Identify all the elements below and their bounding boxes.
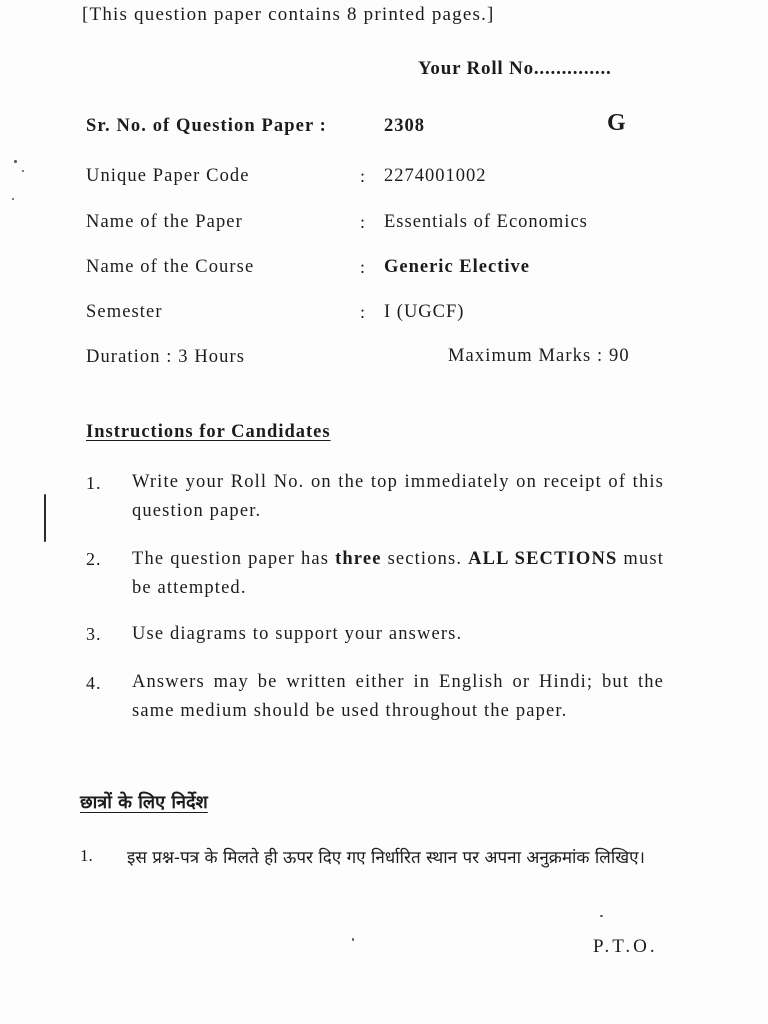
- instruction-text-part: sections.: [381, 549, 469, 569]
- semester-colon: :: [360, 302, 366, 322]
- semester-label: Semester: [86, 302, 163, 322]
- hindi-instructions-heading: छात्रों के लिए निर्देश: [80, 792, 208, 813]
- sr-no-value: 2308: [384, 116, 425, 136]
- course-name-label: Name of the Course: [86, 257, 255, 277]
- hindi-instruction-text: इस प्रश्न-पत्र के मिलते ही ऊपर दिए गए निर्धारित स्थान पर अपना अनुक्रमांक लिखिए।: [127, 848, 645, 868]
- please-turn-over: P.T.O.: [593, 936, 658, 957]
- instruction-number: 2.: [86, 549, 102, 569]
- scan-speck: [600, 915, 603, 917]
- semester-value: I (UGCF): [384, 302, 465, 322]
- scan-speck: [14, 160, 17, 163]
- instruction-number: 4.: [86, 673, 102, 693]
- instruction-emphasis: ALL SECTIONS: [468, 549, 618, 569]
- course-name-colon: :: [360, 257, 366, 277]
- paper-code-colon: :: [360, 166, 366, 186]
- page-count-note: [This question paper contains 8 printed pages.]: [82, 4, 495, 25]
- maximum-marks: Maximum Marks : 90: [448, 346, 630, 366]
- paper-name-value: Essentials of Economics: [384, 212, 588, 232]
- instruction-text-part: The question paper has: [132, 549, 336, 569]
- instruction-number: 1.: [86, 473, 102, 493]
- instruction-emphasis: three: [335, 549, 382, 569]
- paper-name-colon: :: [360, 212, 366, 232]
- instruction-text-part: must be attempted.: [132, 549, 664, 598]
- scan-speck: [22, 170, 24, 172]
- paper-name-label: Name of the Paper: [86, 212, 243, 232]
- paper-code-label: Unique Paper Code: [86, 166, 250, 186]
- instruction-text: Write your Roll No. on the top immediately on receipt of this question paper.: [132, 472, 664, 521]
- hindi-instruction-number: 1.: [80, 846, 93, 865]
- instruction-text: Answers may be written either in English or Hindi; but the same medium should be used throughout the paper.: [132, 672, 664, 721]
- instruction-text: [132, 545, 664, 603]
- course-name-value: Generic Elective: [384, 257, 530, 277]
- instruction-number: 3.: [86, 624, 102, 644]
- roll-number-field: Your Roll No..............: [418, 58, 612, 79]
- duration: Duration : 3 Hours: [86, 347, 246, 367]
- paper-code-value: 2274001002: [384, 166, 487, 186]
- instruction-text: Use diagrams to support your answers.: [132, 624, 463, 644]
- paper-series-letter: G: [607, 110, 626, 136]
- scan-speck: [12, 198, 14, 200]
- margin-scan-mark: [44, 494, 46, 542]
- sr-no-label: Sr. No. of Question Paper :: [86, 116, 327, 136]
- scan-speck: [352, 938, 354, 941]
- instructions-heading: Instructions for Candidates: [86, 422, 331, 442]
